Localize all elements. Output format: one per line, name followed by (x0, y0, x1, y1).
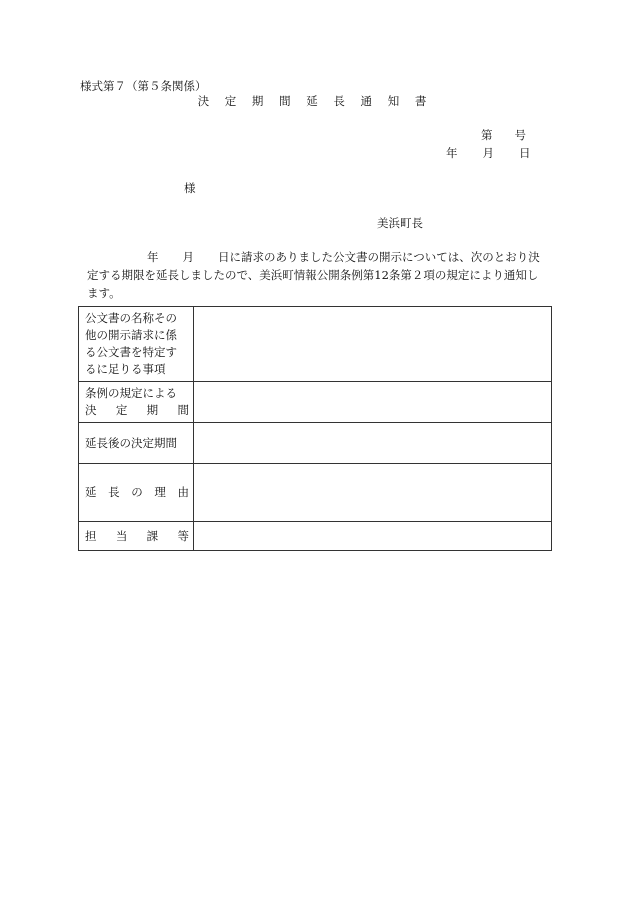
doc-number-prefix: 第 (481, 128, 493, 142)
label-char: 決 (85, 403, 97, 417)
label-char: 等 (177, 528, 189, 543)
label-char: 期 (146, 403, 159, 417)
notice-body (87, 248, 557, 302)
label-line (85, 528, 189, 545)
body-year: 年 (147, 250, 159, 264)
label-char: 由 (177, 485, 189, 499)
label-statutory-period (79, 382, 194, 423)
label-extension-reason (79, 464, 194, 522)
date-day: 日 (519, 146, 531, 160)
label-char: 当 (115, 528, 128, 543)
value-document-name[interactable] (194, 307, 552, 382)
label-line (85, 402, 189, 419)
label-char: 間 (177, 403, 189, 417)
body-line-1-text: 日に請求のありました公文書の開示については、次のとおり決 (218, 250, 540, 264)
label-char: 延 (85, 485, 97, 499)
value-statutory-period[interactable] (194, 382, 552, 423)
body-line-2: 定する期限を延長しましたので、美浜町情報公開条例第12条第２項の規定により通知し (87, 268, 539, 282)
form-number-label: 様式第７（第５条関係） (80, 79, 207, 93)
label-line: 公文書の名称その (85, 311, 177, 325)
body-month: 月 (182, 250, 194, 264)
label-char: 理 (154, 485, 166, 499)
doc-number-suffix: 号 (514, 128, 526, 142)
label-char: 課 (146, 528, 159, 543)
table-row (79, 522, 552, 551)
table-row (79, 464, 552, 522)
notice-details-table (78, 306, 552, 551)
table-row (79, 423, 552, 464)
label-extended-period: 延長後の決定期間 (79, 423, 194, 464)
value-extension-reason[interactable] (194, 464, 552, 522)
body-line-3: ます。 (87, 286, 121, 300)
value-responsible-section[interactable] (194, 522, 552, 551)
label-document-name (79, 307, 194, 382)
sender-name: 美浜町長 (377, 216, 423, 230)
label-line (85, 484, 189, 501)
body-line-1 (87, 248, 557, 266)
label-responsible-section (79, 522, 194, 551)
date-year: 年 (446, 146, 458, 160)
label-char: 担 (85, 528, 97, 543)
label-line: るに足りる事項 (85, 362, 166, 376)
issue-date (446, 145, 531, 161)
label-line: る公文書を特定す (85, 345, 177, 359)
date-month: 月 (482, 146, 494, 160)
label-char: の (131, 485, 143, 499)
document-number (481, 127, 526, 143)
table-row (79, 307, 552, 382)
label-char: 定 (115, 403, 128, 417)
table-row (79, 382, 552, 423)
addressee-honorific: 様 (184, 181, 196, 195)
label-line: 他の開示請求に係 (85, 328, 177, 342)
label-char: 長 (108, 485, 120, 499)
label-line: 条例の規定による (85, 386, 177, 400)
value-extended-period[interactable] (194, 423, 552, 464)
document-title: 決 定 期 間 延 長 通 知 書 (197, 94, 433, 108)
